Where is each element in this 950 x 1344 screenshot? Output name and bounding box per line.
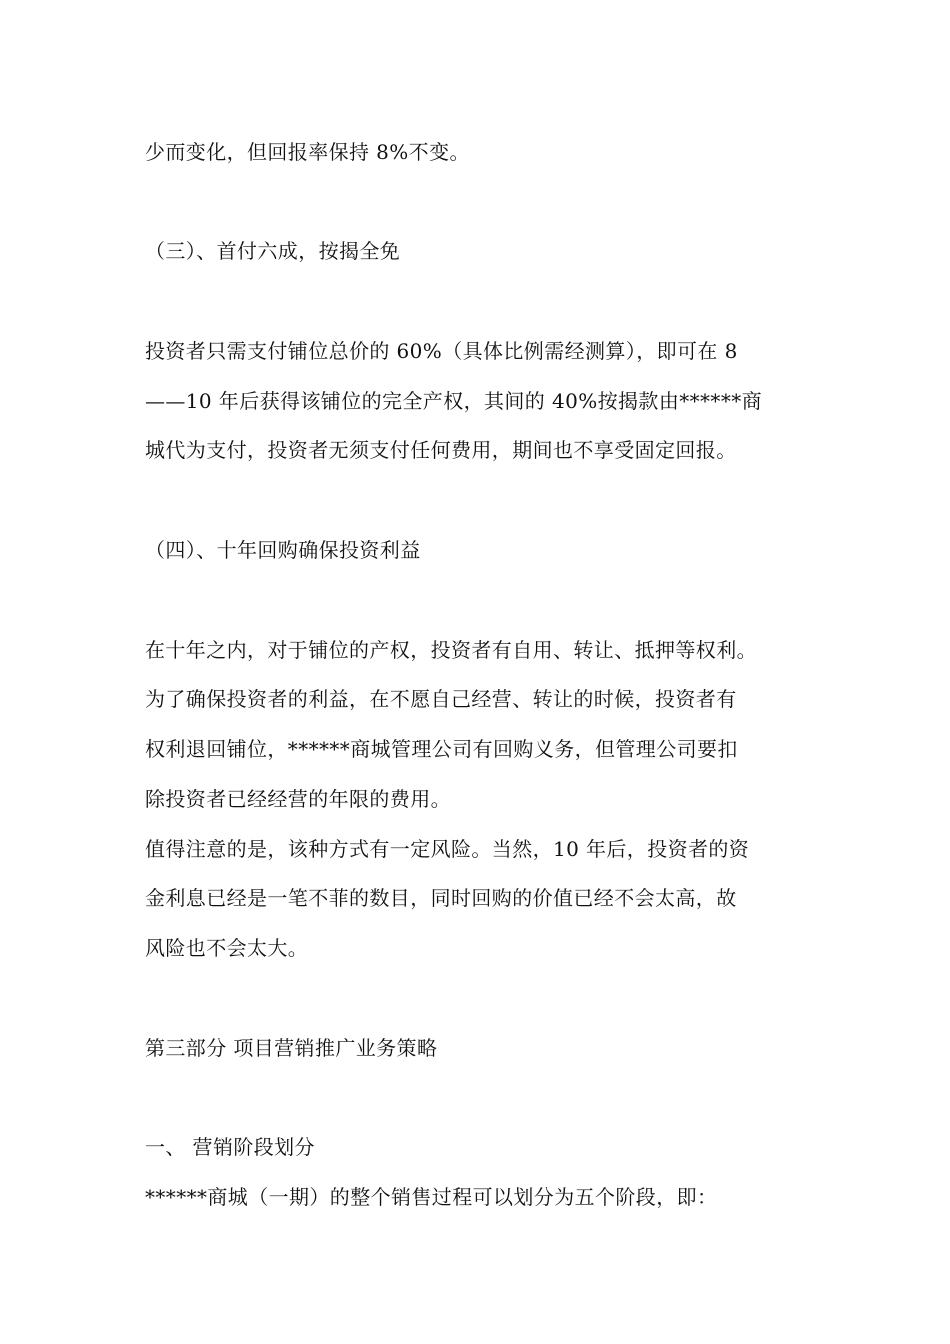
section-heading: （四）、十年回购确保投资利益 [145,538,421,562]
paragraph-line: ——10 年后获得该铺位的完全产权，其间的 40%按揭款由******商 [145,389,763,413]
section-heading: （三）、首付六成，按揭全免 [145,239,401,263]
paragraph-line: 为了确保投资者的利益，在不愿自己经营、转让的时候，投资者有 [145,687,737,711]
paragraph-line: 权利退回铺位，******商城管理公司有回购义务，但管理公司要扣 [145,737,738,761]
paragraph-line: 金利息已经是一笔不菲的数目，同时回购的价值已经不会太高，故 [145,886,737,910]
paragraph-line: 除投资者已经经营的年限的费用。 [145,787,451,811]
paragraph-line: 值得注意的是，该种方式有一定风险。当然，10 年后，投资者的资 [145,837,750,861]
paragraph-line: ******商城（一期）的整个销售过程可以划分为五个阶段，即： [145,1185,718,1209]
paragraph-line: 城代为支付，投资者无须支付任何费用，期间也不享受固定回报。 [145,438,737,462]
paragraph-line: 风险也不会太大。 [145,936,309,960]
paragraph-line: 在十年之内，对于铺位的产权，投资者有自用、转让、抵押等权利。 [145,638,757,662]
paragraph-line: 投资者只需支付铺位总价的 60%（具体比例需经测算），即可在 8 [145,339,738,363]
section-heading: 一、 营销阶段划分 [145,1135,315,1159]
paragraph-line: 少而变化，但回报率保持 8%不变。 [145,140,470,164]
part-title: 第三部分 项目营销推广业务策略 [145,1036,438,1060]
